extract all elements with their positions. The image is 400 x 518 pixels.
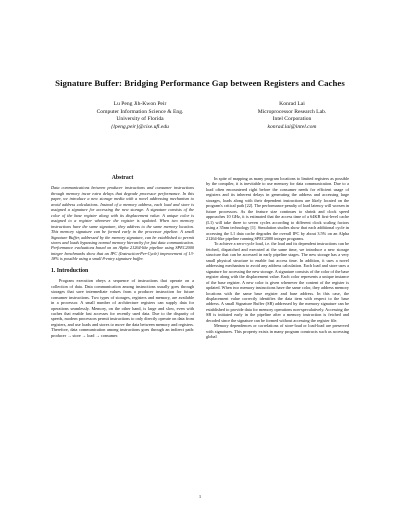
body-paragraph-3: Memory dependences or correlations of store-load or load-load are preserved with signatures. This property exists in many program constructs such as accessing global: [206, 323, 349, 340]
author-affiliation-right: Microprocessor Research Lab.: [257, 108, 327, 115]
author-email-left: {lpeng,peir}@cise.ufl.edu: [111, 123, 169, 130]
author-affiliation-left: Computer Information Science & Eng.: [96, 108, 184, 115]
author-names-right: Konrad Lai: [279, 101, 305, 107]
author-block: [0, 101, 400, 161]
body-paragraph-2: To achieve a zero-cycle load, i.e. the load and its dependent instructions can be fetched, dispatched and executed at the same time, we introduce a new storage structure that can be accessed in early pipeline stages. The new storage has a very small physical structure to enable fast access time. In addition, it uses a novel addressing mechanism to avoid any address calculation. Each load and store uses a signature for accessing the new storage. A signature consists of the color of the base register along with the displacement value. Each color represents a unique instance of the base register. A new color is given whenever the content of the register is updated. When two memory instructions have the same color, they address memory locations with the same base register and base address. In this case, the displacement value correctly identifies the data item with respect to the base address. A small Signature Buffer (SB) addressed by the memory signature can be established to provide data for memory operations non-speculatively. Accessing the SB is initiated early in the pipeline after a memory instruction is fetched and decoded since the signature can be formed without accessing the register file.: [206, 241, 349, 323]
introduction-heading: 1. Introduction: [51, 267, 89, 274]
author-institution-right: Intel Corporation: [272, 116, 312, 123]
author-group-right: [232, 101, 352, 131]
right-column: [206, 176, 349, 340]
author-institution-left: University of Florida: [116, 116, 164, 123]
author-group-left: [70, 101, 210, 131]
paper-title: Signature Buffer: Bridging Performance Gap between Registers and Caches: [55, 78, 345, 88]
page-number: 1: [198, 494, 202, 499]
author-email-right: konrad.lai@intel.com: [267, 123, 317, 130]
author-names-left: Lu Peng Jih-Kwon Peir: [113, 101, 167, 107]
introduction-paragraph: Program execution obeys a sequence of instructions that operate on a collection of data. Data communication among instructions usually goes through storages that save intermediate values from a producer instruction for future consumer instructions. Two types of storages, registers and memory, are available in a processor. A small number of architecture registers can supply data for operations seamlessly. Memory, on the other hand, is large and slow, even with caches that enable fast accesses for recently used data. Due to the disparity of speeds, modern processors permit instructions to only directly operate on data from registers, and use loads and stores to move the data between memory and registers. Therefore, data communication among instructions goes through an indirect path: producer → store → load → consumer.: [51, 278, 194, 338]
abstract-heading: Abstract: [111, 175, 134, 181]
abstract-text: Data communications between producer instructions and consumer instructions through memory incur extra delays that degrade processor performance. In this paper, we introduce a new storage media with a novel addressing mechanism to avoid address calculations. Instead of a memory address, each load and store is assigned a signature for accessing the new storage. A signature consists of the color of the base register along with its displacement value. A unique color is assigned to a register whenever the register is updated. When two memory instructions have the same signature, they address to the same memory location. This memory signature can be formed early in the processor pipeline. A small Signature Buffer, addressed by the memory signature, can be established to permit stores and loads bypassing normal memory hierarchy for fast data communication. Performance evaluations based on an Alpha 21264-like pipeline using SPEC2000 integer benchmarks show that an IPC (Instruction-Per-Cycle) improvement of 13-18% is possible using a small 8-entry signature buffer.: [51, 185, 194, 262]
left-column: [51, 176, 194, 338]
body-paragraph-1: In spite of mapping as many program locations to limited registers as possible by the compiler, it is inevitable to use memory for data communication. Due to a load often encountered right before the consumer needs for efficient usage of registers and its inherent delays in generating the address and accessing large storages, loads along with their dependent instructions are likely located on the program's critical path [22]. The performance penalty of load latency will worsen in future processors. As the feature size continues to shrink and clock speed approaches 10 GHz, it is estimated that the access time of a 64KB first-level cache (L1) will take three to seven cycles according to different clock scaling factors using a 35nm technology [1]. Simulation studies show that each additional cycle in accessing the L1 data cache degrades the overall IPC by about 3.5% on an Alpha 21264-like pipeline running SPEC2000 integer programs.: [206, 176, 349, 241]
